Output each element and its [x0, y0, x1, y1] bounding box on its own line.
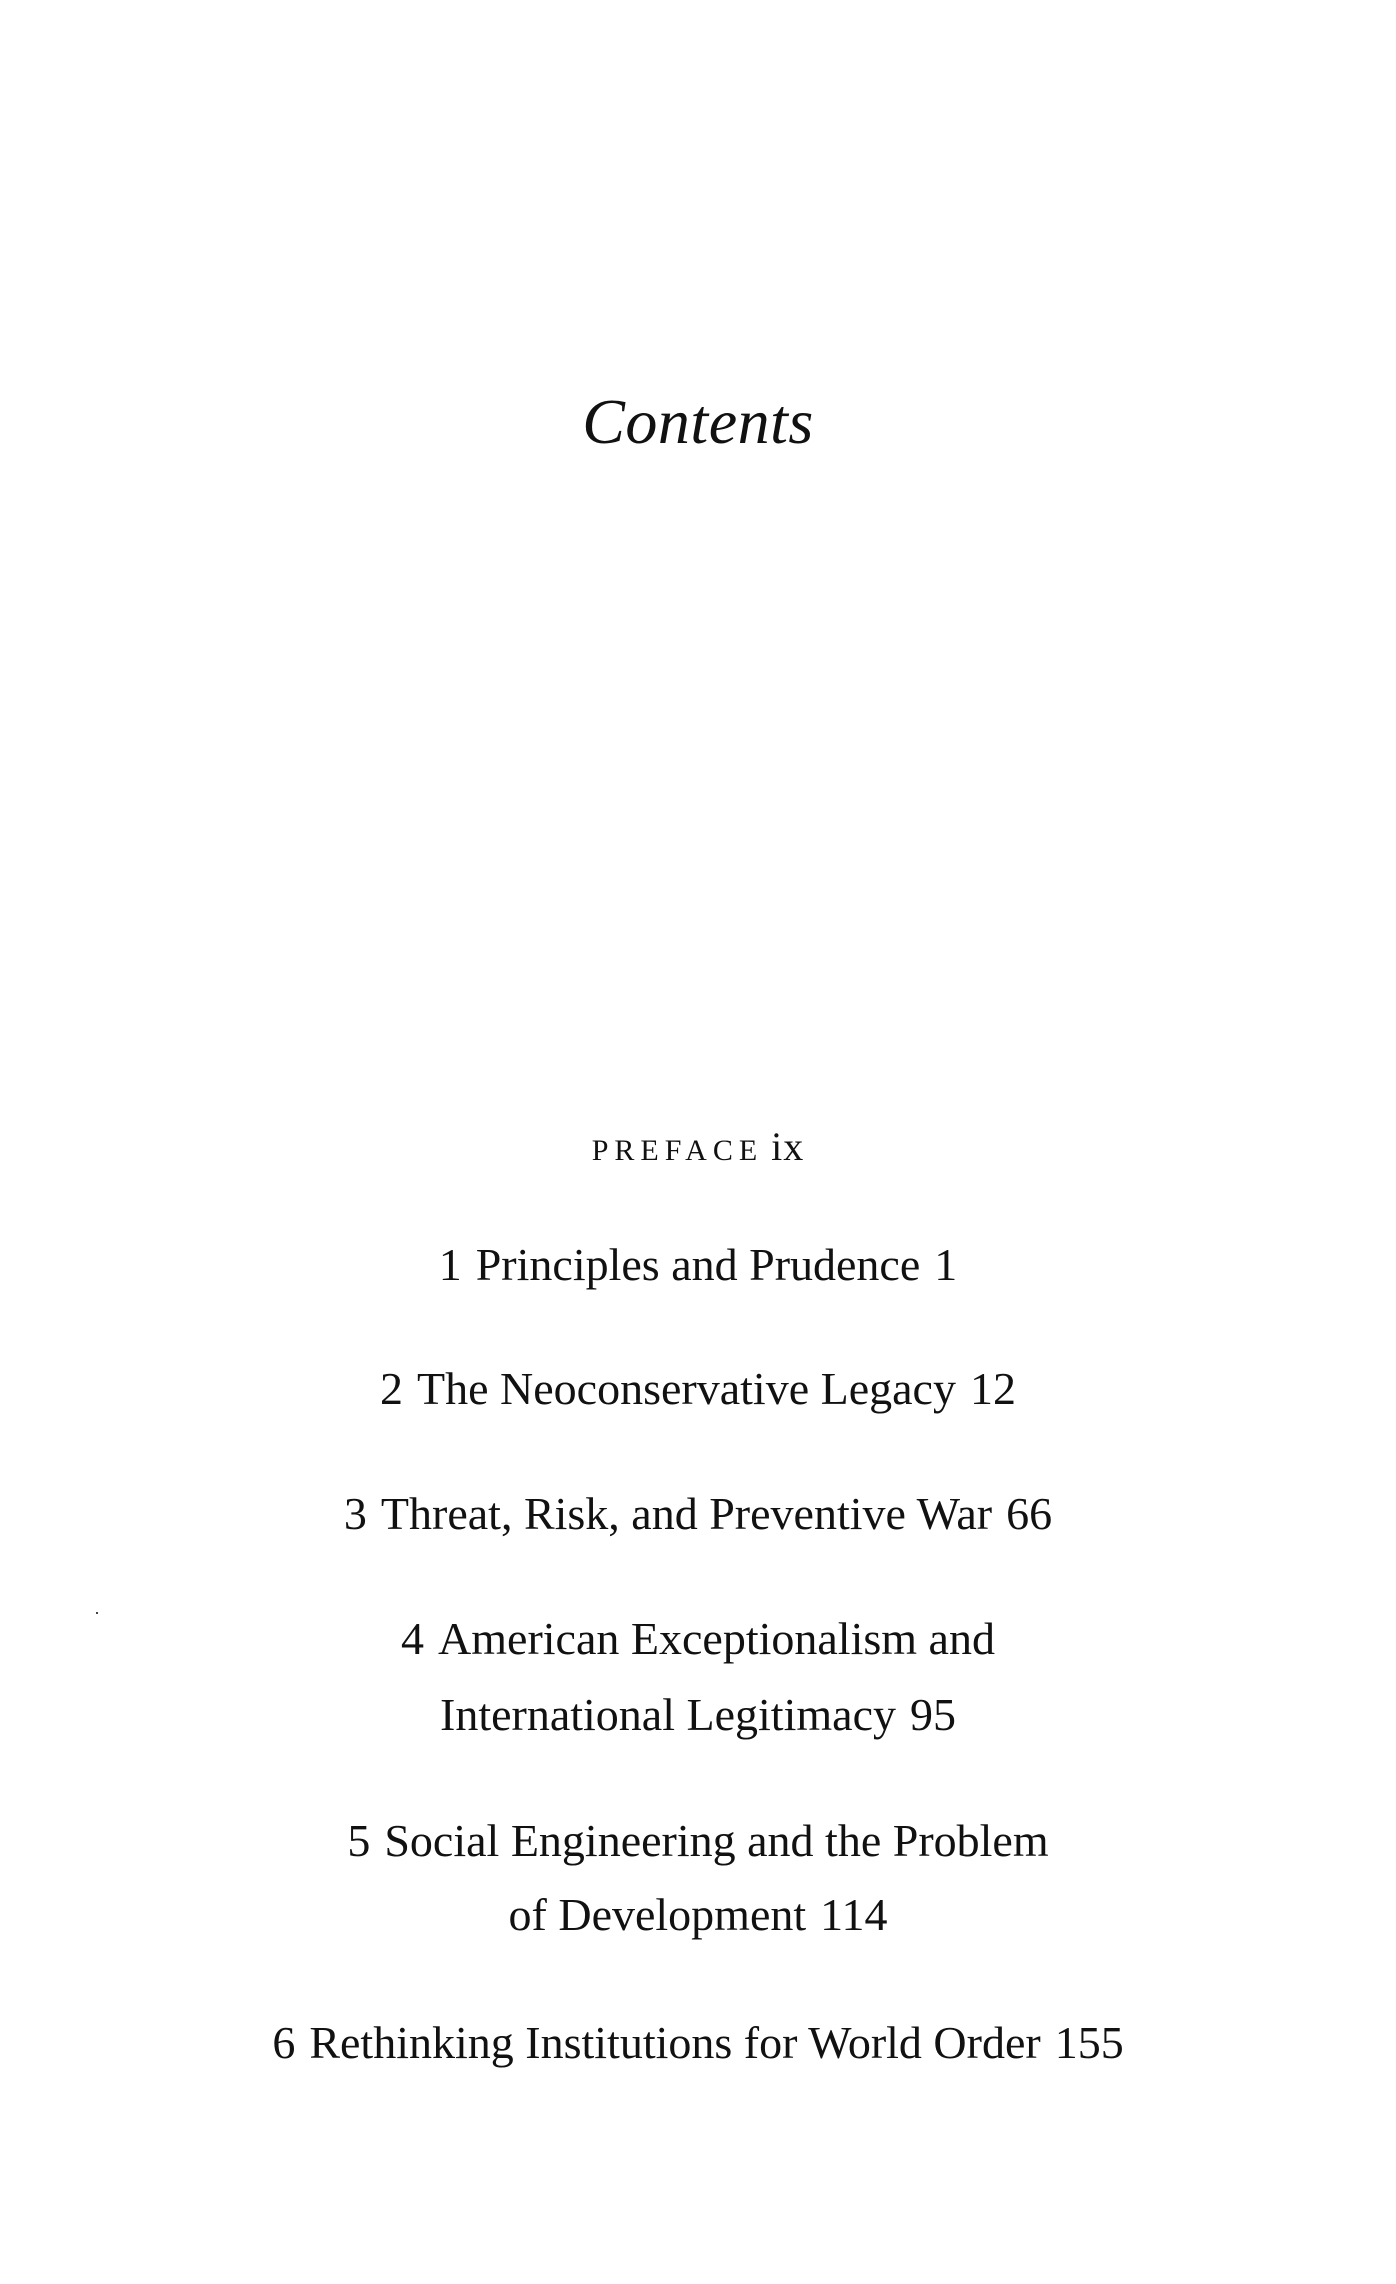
- chapter-number: 4: [401, 1613, 425, 1664]
- page-number: 66: [1006, 1488, 1053, 1539]
- page-title: Contents: [582, 386, 814, 457]
- toc-entry-6: [0, 2016, 1396, 2070]
- chapter-number: 6: [272, 2017, 296, 2068]
- chapter-title: Threat, Risk, and Preventive War: [380, 1488, 993, 1539]
- toc-entry-2: [0, 1362, 1396, 1416]
- toc-entry-3: [0, 1487, 1396, 1541]
- chapter-title: Rethinking Institutions for World Order: [309, 2017, 1041, 2068]
- preface-page-number: ix: [771, 1124, 805, 1169]
- chapter-title: Social Engineering and the Problem: [384, 1815, 1049, 1866]
- toc-entry-1: [0, 1238, 1396, 1292]
- chapter-number: 5: [347, 1815, 371, 1866]
- chapter-number: 1: [438, 1239, 462, 1290]
- preface-label: PREFACE: [591, 1134, 764, 1167]
- toc-entry-4-line-2: [0, 1688, 1396, 1742]
- page-number: 1: [934, 1239, 958, 1290]
- toc-entry-5-line-2: [0, 1888, 1396, 1942]
- toc-entry-preface: [0, 1120, 1396, 1178]
- chapter-title-continued: International Legitimacy: [440, 1689, 896, 1740]
- chapter-title-continued: of Development: [508, 1889, 807, 1940]
- chapter-number: 3: [343, 1488, 367, 1539]
- page-number: 155: [1054, 2017, 1124, 2068]
- toc-entry-4-line-1: [0, 1612, 1396, 1666]
- page-number: 95: [909, 1689, 956, 1740]
- page-number: 114: [820, 1889, 888, 1940]
- scan-speck: [96, 1612, 98, 1614]
- chapter-title: The Neoconservative Legacy: [417, 1363, 956, 1414]
- page-number: 12: [969, 1363, 1016, 1414]
- chapter-number: 2: [380, 1363, 404, 1414]
- chapter-title: American Exceptionalism and: [438, 1613, 995, 1664]
- toc-entry-5-line-1: [0, 1814, 1396, 1868]
- chapter-title: Principles and Prudence: [475, 1239, 921, 1290]
